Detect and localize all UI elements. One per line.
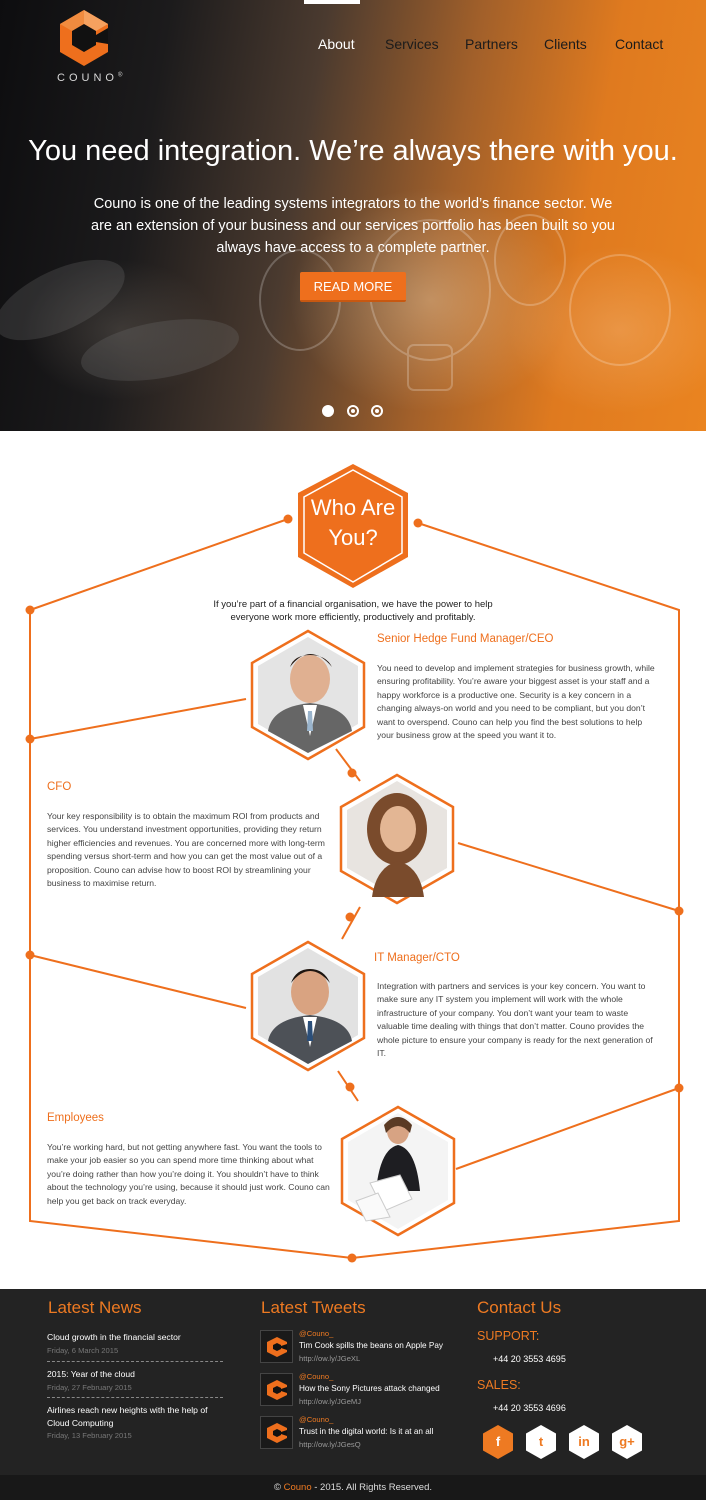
persona-title-ceo: Senior Hedge Fund Manager/CEO — [377, 633, 554, 645]
persona-title-employees: Employees — [47, 1112, 104, 1124]
twitter-button[interactable] — [523, 1424, 559, 1460]
hero-description: Couno is one of the leading systems integrators to the world’s finance sector. We are an extension of your business and our services portfolio has been built so you always have access to a complete partner. — [91, 196, 615, 256]
linkedin-button[interactable] — [566, 1424, 602, 1460]
couno-logo-icon — [266, 1336, 288, 1358]
who-are-you-section — [0, 431, 706, 1289]
facebook-icon: f — [495, 1434, 501, 1449]
contact-us-title: Contact Us — [477, 1298, 562, 1317]
slider-dot-1[interactable] — [322, 405, 334, 417]
sales-label: SALES: — [477, 1378, 521, 1392]
couno-logo-icon — [266, 1422, 288, 1444]
cto-portrait-image — [252, 942, 364, 1070]
who-intro-text: If you’re part of a financial organisation, we have the power to help everyone work more efficiently, productively and profitably. — [213, 599, 493, 623]
persona-body-ceo: You need to develop and implement strategies for business growth, while ensuring profitability. You’re aware your biggest asset is your staff and a happy workforce is a productive one. Security is a key concern in a changing always-on world and you need to be compliant, but you don’t want to overspend. Couno can help you find the best solutions to help your business grow at the speed you want it to. — [377, 663, 655, 741]
persona-body-employees: You’re working hard, but not getting anywhere fast. You want the tools to make your job easier so you can spend more time thinking about what you’re doing rather than how you’re doing it. You shouldn’t have to think about the technology you’re using, because it should just work. Couno can help you get back on track everyday. — [47, 1142, 330, 1206]
read-more-button[interactable]: READ MORE — [300, 272, 406, 302]
tweet-handle[interactable]: @Couno_ — [299, 1329, 334, 1338]
cfo-portrait-image — [341, 775, 453, 903]
sales-phone[interactable]: +44 20 3553 4696 — [493, 1403, 566, 1413]
couno-avatar — [260, 1373, 293, 1406]
nav-contact[interactable]: Contact — [615, 36, 664, 52]
nav-partners[interactable]: Partners — [465, 36, 518, 52]
news-item — [47, 1331, 223, 1355]
news-item — [47, 1404, 223, 1440]
tweet-text: Tim Cook spills the beans on Apple Pay — [299, 1341, 443, 1350]
couno-avatar — [260, 1416, 293, 1449]
tweet-item — [260, 1416, 440, 1452]
news-item-date: Friday, 13 February 2015 — [47, 1431, 132, 1440]
nav-clients[interactable]: Clients — [544, 36, 587, 52]
linkedin-icon: in — [578, 1434, 590, 1449]
who-are-you-title: Who Are You? — [310, 495, 396, 550]
couno-logo-icon — [266, 1379, 288, 1401]
tweet-item — [260, 1329, 443, 1366]
copyright-prefix: © — [273, 1482, 284, 1493]
twitter-icon: t — [538, 1434, 544, 1449]
slider-dot-2[interactable] — [347, 405, 359, 417]
news-item — [47, 1368, 223, 1392]
persona-body-cto: Integration with partners and services is your key concern. You want to make sure any IT system you implement will work with the whole infrastructure of your company. You don’t want your team to waste valuable time dealing with things that don’t matter. Couno provides the whole picture to ensure your company is ready for the next generation of IT. — [377, 981, 653, 1059]
copyright-bar — [0, 1475, 706, 1500]
news-item-title[interactable]: Cloud growth in the financial sector — [47, 1332, 181, 1342]
copyright-suffix: - 2015. All Rights Reserved. — [311, 1482, 433, 1493]
support-phone[interactable]: +44 20 3553 4695 — [493, 1354, 566, 1364]
facebook-button[interactable] — [480, 1424, 516, 1460]
persona-body-cfo: Your key responsibility is to obtain the maximum ROI from products and services. You understand investment opportunities, providing they return higher efficiencies and revenues. You are concerned more with long-term spending versus short-term and how you can get the most value out of a proposition. Couno can advise how to boost ROI by streamlining your business to maximise return. — [47, 811, 325, 889]
employees-photo-image — [342, 1107, 454, 1235]
tweet-text: How the Sony Pictures attack changed — [299, 1384, 440, 1393]
persona-title-cto: IT Manager/CTO — [374, 952, 460, 964]
tweet-link[interactable]: http://ow.ly/JGeMJ — [299, 1397, 362, 1406]
latest-tweets-title: Latest Tweets — [261, 1298, 366, 1317]
persona-title-cfo: CFO — [47, 781, 72, 793]
copyright-brand[interactable]: Couno — [283, 1482, 312, 1493]
news-item-title[interactable]: 2015: Year of the cloud — [47, 1369, 135, 1379]
tweet-link[interactable]: http://ow.ly/JGeXL — [299, 1354, 361, 1363]
slider-dot-3[interactable] — [371, 405, 383, 417]
tweet-handle[interactable]: @Couno_ — [299, 1372, 334, 1381]
news-item-title[interactable]: Airlines reach new heights with the help of Cloud Computing — [47, 1405, 208, 1428]
tweet-link[interactable]: http://ow.ly/JGesQ — [299, 1440, 361, 1449]
latest-news-title: Latest News — [48, 1298, 142, 1317]
google-plus-icon: g+ — [619, 1434, 635, 1449]
tweet-item — [260, 1373, 440, 1409]
news-item-date: Friday, 27 February 2015 — [47, 1382, 132, 1392]
brand-wordmark: COUNO® — [57, 72, 123, 84]
tweet-handle[interactable]: @Couno_ — [299, 1415, 334, 1424]
google-plus-button[interactable] — [609, 1424, 645, 1460]
support-label: SUPPORT: — [477, 1329, 540, 1343]
ceo-portrait-image — [252, 631, 364, 759]
hero-title: You need integration. We’re always there with you. — [28, 135, 678, 167]
news-divider — [47, 1397, 223, 1398]
news-divider — [47, 1361, 223, 1362]
couno-avatar — [260, 1330, 293, 1363]
hero-banner — [0, 0, 706, 431]
nav-services[interactable]: Services — [385, 36, 439, 52]
news-item-date: Friday, 6 March 2015 — [47, 1345, 119, 1355]
nav-about[interactable]: About — [318, 36, 355, 52]
tweet-text: Trust in the digital world: Is it at an all — [299, 1427, 434, 1436]
